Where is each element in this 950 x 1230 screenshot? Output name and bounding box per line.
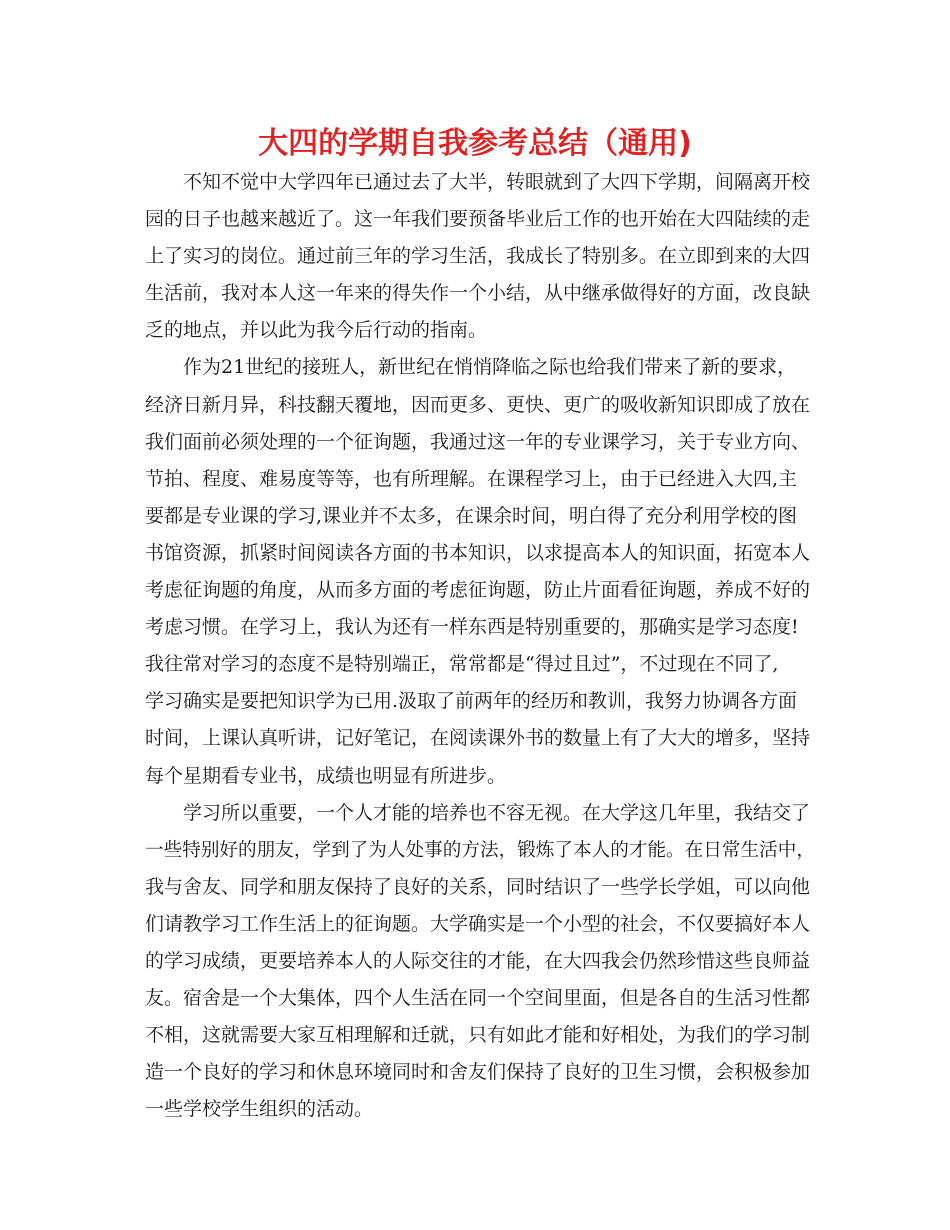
text-line: 时间，上课认真听讲，记好笔记，在阅读课外书的数量上有了大大的增多，坚持 xyxy=(145,727,811,750)
text-line: 学习确实是要把知识学为已用.汲取了前两年的经历和教训，我努力协调各方面 xyxy=(145,690,798,713)
text-line: 们请教学习工作生活上的征询题。大学确实是一个小型的社会，不仅要搞好本人 xyxy=(145,912,811,935)
text-line: 园的日子也越来越近了。这一年我们要预备毕业后工作的也开始在大四陆续的走 xyxy=(145,208,811,231)
text-line: 不相，这就需要大家互相理解和迁就，只有如此才能和好相处，为我们的学习制 xyxy=(145,1024,811,1047)
text-line: 友。宿舍是一个大集体，四个人生活在同一个空间里面，但是各自的生活习性都 xyxy=(145,987,811,1010)
text-line: 上了实习的岗位。通过前三年的学习生活，我成长了特别多。在立即到来的大四 xyxy=(145,245,811,268)
text-line: 考虑习惯。在学习上，我认为还有一样东西是特别重要的，那确实是学习态度! xyxy=(145,616,799,639)
text-line: 经济日新月异，科技翻天覆地，因而更多、更快、更广的吸收新知识即成了放在 xyxy=(145,393,811,416)
text-line: 要都是专业课的学习,课业并不太多，在课余时间，明白得了充分利用学校的图 xyxy=(145,504,798,527)
text-line: 生活前，我对本人这一年来的得失作一个小结，从中继承做得好的方面，改良缺 xyxy=(145,282,811,305)
text-line: 我往常对学习的态度不是特别端正，常常都是“得过且过”，不过现在不同了, xyxy=(145,653,779,676)
text-line: 书馆资源，抓紧时间阅读各方面的书本知识，以求提高本人的知识面，拓宽本人 xyxy=(145,541,811,564)
text-line: 一些学校学生组织的活动。 xyxy=(145,1098,374,1121)
text-line: 每个星期看专业书，成绩也明显有所进步。 xyxy=(145,764,507,787)
text-line: 乏的地点，并以此为我今后行动的指南。 xyxy=(145,319,488,342)
text-line: 节拍、程度、难易度等等，也有所理解。在课程学习上，由于已经进入大四,主 xyxy=(145,467,798,490)
text-line: 作为21世纪的接班人，新世纪在悄悄降临之际也给我们带来了新的要求， xyxy=(183,356,797,379)
text-line: 一些特别好的朋友，学到了为人处事的方法，锻炼了本人的才能。在日常生活中， xyxy=(145,839,815,861)
document-title: 大四的学期自我参考总结（通用) xyxy=(258,126,692,161)
text-line: 我们面前必须处理的一个征询题，我通过这一年的专业课学习，关于专业方向、 xyxy=(145,430,811,453)
document-body xyxy=(145,164,815,1128)
text-line: 考虑征询题的角度，从而多方面的考虑征询题，防止片面看征询题，养成不好的 xyxy=(145,579,811,602)
text-line: 造一个良好的学习和休息环境同时和舍友们保持了良好的卫生习惯，会积极参加 xyxy=(145,1061,811,1084)
text-line: 的学习成绩，更要培养本人的人际交往的才能，在大四我会仍然珍惜这些良师益 xyxy=(145,949,811,972)
text-line: 我与舍友、同学和朋友保持了良好的关系，同时结识了一些学长学姐，可以向他 xyxy=(145,875,811,898)
text-line: 学习所以重要，一个人才能的培养也不容无视。在大学这几年里，我结交了 xyxy=(183,801,811,824)
text-line: 不知不觉中大学四年已通过去了大半，转眼就到了大四下学期，间隔离开校 xyxy=(183,171,811,193)
